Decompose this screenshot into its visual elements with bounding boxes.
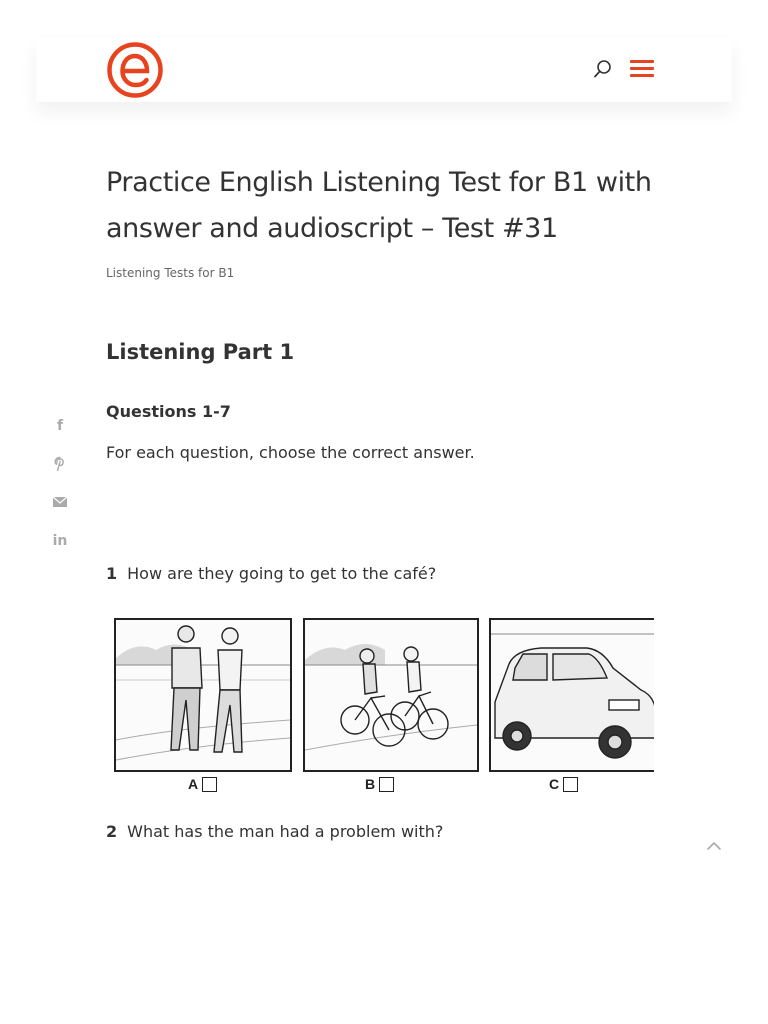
option-label: B	[365, 776, 376, 792]
site-logo[interactable]	[106, 41, 164, 99]
scroll-to-top-button[interactable]	[704, 836, 724, 856]
menu-bar	[630, 74, 654, 77]
linkedin-icon: in	[52, 533, 68, 549]
pinterest-icon	[53, 456, 67, 472]
option-b-checkbox[interactable]	[379, 777, 394, 792]
option-label: A	[188, 776, 199, 792]
logo-e-icon	[106, 41, 164, 99]
option-b-image-cycling	[303, 618, 479, 772]
email-icon	[52, 496, 68, 508]
question-1-picture-options	[106, 608, 654, 800]
option-a-checkbox[interactable]	[202, 777, 217, 792]
page-title: Practice English Listening Test for B1 with answer and audioscript – Test #31	[106, 167, 652, 244]
share-pinterest-button[interactable]	[48, 452, 72, 476]
question-text: What has the man had a problem with?	[127, 822, 444, 841]
instruction-text: For each question, choose the correct answer.	[106, 443, 475, 462]
option-label: C	[549, 776, 560, 792]
questions-heading: Questions 1-7	[106, 402, 231, 421]
site-header	[36, 38, 732, 102]
share-linkedin-button[interactable]	[48, 529, 72, 553]
section-heading: Listening Part 1	[106, 340, 295, 364]
option-c	[549, 776, 578, 792]
search-button[interactable]	[592, 58, 614, 80]
option-b	[365, 776, 394, 792]
menu-bar	[630, 60, 654, 63]
menu-bar	[630, 67, 654, 70]
hamburger-menu-button[interactable]	[630, 60, 654, 80]
option-a	[188, 776, 217, 792]
chevron-up-icon	[704, 836, 724, 856]
question-text: How are they going to get to the café?	[127, 564, 437, 583]
question-1	[106, 564, 436, 583]
option-a-image-walking	[114, 618, 292, 772]
share-email-button[interactable]	[48, 490, 72, 514]
search-icon	[592, 58, 614, 80]
option-c-checkbox[interactable]	[563, 777, 578, 792]
category-link[interactable]: Listening Tests for B1	[106, 266, 235, 280]
question-number: 2	[106, 822, 118, 841]
question-2	[106, 822, 443, 841]
question-number: 1	[106, 564, 118, 583]
share-facebook-button[interactable]	[48, 414, 72, 438]
option-c-image-car	[489, 618, 654, 772]
facebook-icon: f	[56, 418, 64, 434]
